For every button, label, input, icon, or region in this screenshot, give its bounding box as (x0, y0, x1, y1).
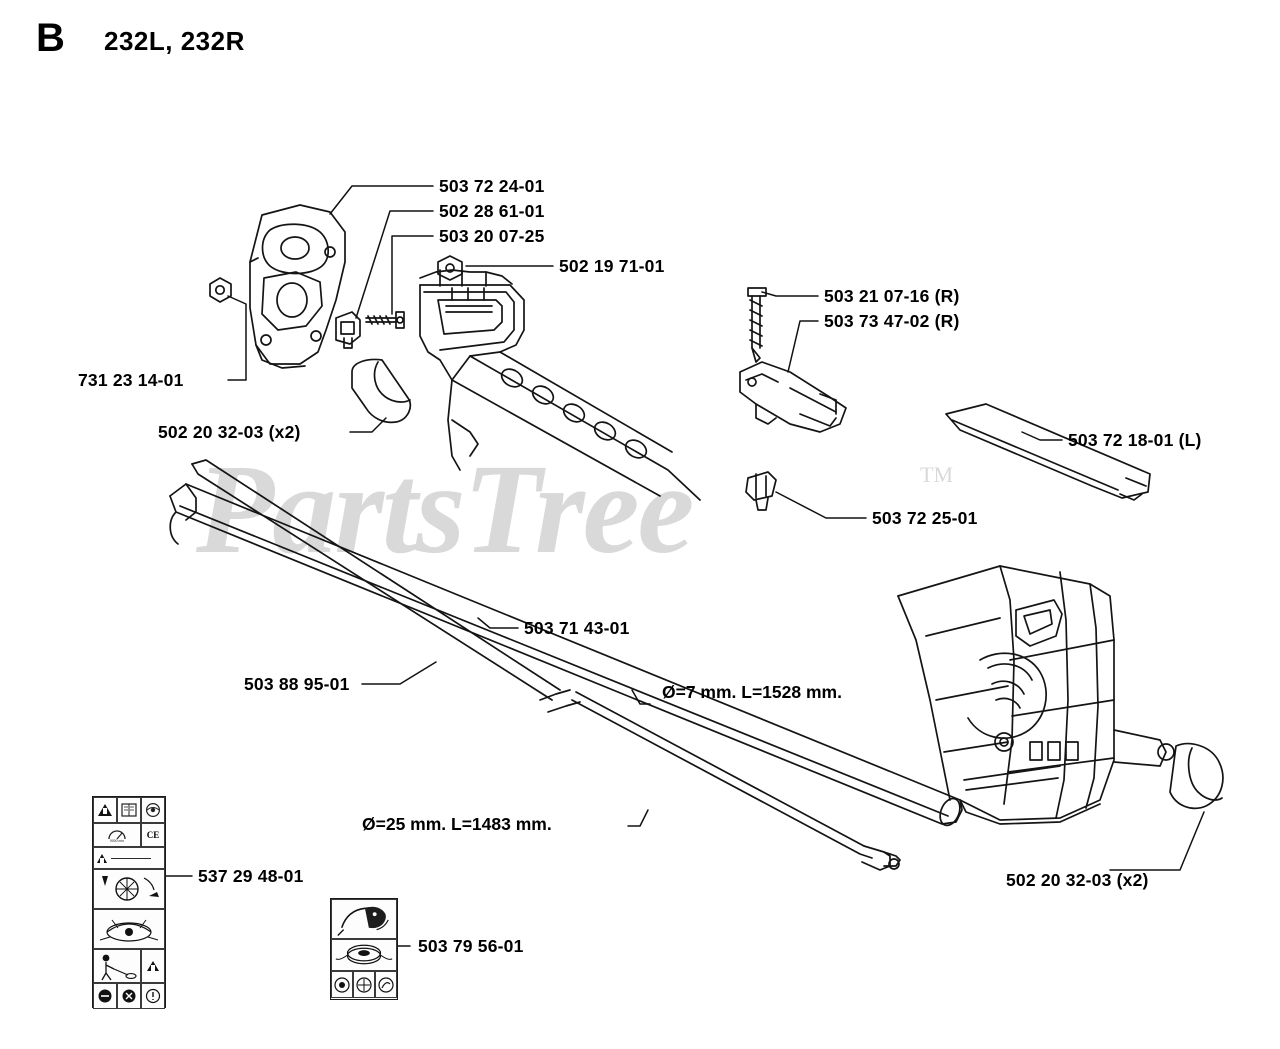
decal-cell-clearing-saw-pictogram (93, 909, 165, 949)
page-title: 232L, 232R (104, 26, 245, 56)
decal-cell-speed-text (93, 823, 141, 847)
callout-502-28-61-01: 502 28 61-01 (439, 201, 545, 221)
decal-cell-ce-mark: CE (141, 823, 165, 847)
section-letter: B (36, 16, 65, 60)
callout-503-72-18-01: 503 72 18-01 (L) (1068, 430, 1202, 450)
decal-cell-icon-b (117, 983, 141, 1009)
watermark-text: PartsTree (196, 438, 693, 580)
callout-502-20-32-03-left: 502 20 32-03 (x2) (158, 422, 301, 442)
decal-cell-warning-triangle (93, 797, 117, 823)
decal-cell-part-icon-2 (353, 971, 375, 998)
callout-503-73-47-02: 503 73 47-02 (R) (824, 311, 960, 331)
decal-cell-icon-a (93, 983, 117, 1009)
safety-warning-decal (92, 796, 166, 1008)
decal-cell-operator-pictogram (93, 949, 141, 983)
callout-537-29-48-01: 537 29 48-01 (198, 866, 304, 886)
callout-502-19-71-01: 502 19 71-01 (559, 256, 665, 276)
callout-503-88-95-01: 503 88 95-01 (244, 674, 350, 694)
trimmer-head-decal (330, 898, 398, 1000)
decal-cell-manual-icon (117, 797, 141, 823)
decal-cell-warning-row (93, 847, 165, 869)
decal-cell-warning-triangle-2 (141, 949, 165, 983)
callout-503-21-07-16: 503 21 07-16 (R) (824, 286, 960, 306)
decal-cell-kickback-pictogram (93, 869, 165, 909)
decal-cell-ear-eye-icon (141, 797, 165, 823)
decal-cell-head-illustration (331, 899, 397, 939)
decal-cell-icon-c (141, 983, 165, 1009)
callout-503-72-24-01: 503 72 24-01 (439, 176, 545, 196)
callout-503-79-56-01: 503 79 56-01 (418, 936, 524, 956)
callout-503-71-43-01: 503 71 43-01 (524, 618, 630, 638)
decal-cell-spool-illustration (331, 939, 397, 971)
dimension-inner-shaft: Ø=7 mm. L=1528 mm. (662, 682, 842, 702)
callout-731-23-14-01: 731 23 14-01 (78, 370, 184, 390)
watermark-trademark-icon: TM (920, 462, 953, 487)
callout-503-20-07-25: 503 20 07-25 (439, 226, 545, 246)
callout-502-20-32-03-right: 502 20 32-03 (x2) (1006, 870, 1149, 890)
dimension-outer-tube: Ø=25 mm. L=1483 mm. (362, 814, 552, 834)
svg-text:9000 min: 9000 min (110, 839, 124, 843)
decal-cell-part-icon-3 (375, 971, 397, 998)
decal-cell-part-icon-1 (331, 971, 353, 998)
callout-503-72-25-01: 503 72 25-01 (872, 508, 978, 528)
